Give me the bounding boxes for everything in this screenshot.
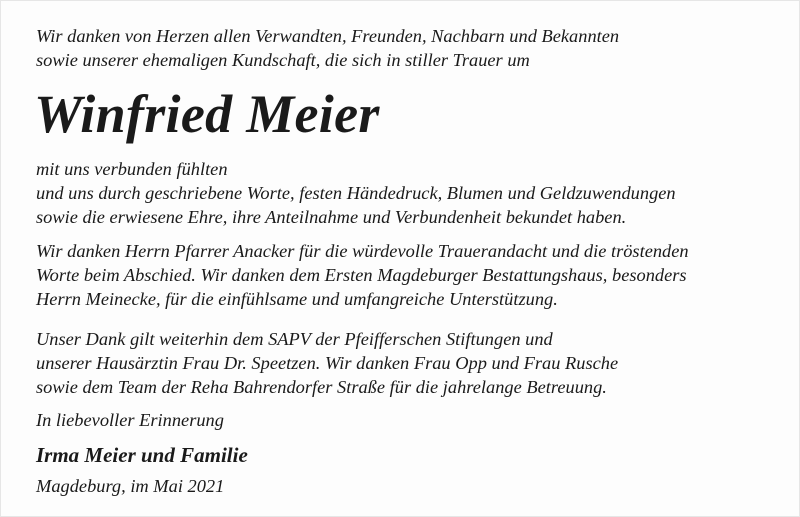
paragraph-line: unserer Hausärztin Frau Dr. Speetzen. Wir danken Frau Opp und Frau Rusche xyxy=(36,353,619,373)
thanks-paragraph-3 xyxy=(36,327,779,399)
paragraph-line: und uns durch geschriebene Worte, festen Händedruck, Blumen und Geldzuwendungen xyxy=(36,183,676,203)
closing-text xyxy=(36,408,779,432)
intro-line: Wir danken von Herzen allen Verwandten, Freunden, Nachbarn und Bekannten xyxy=(36,26,620,46)
closing-line: In liebevoller Erinnerung xyxy=(36,410,224,430)
deceased-name: Winfried Meier xyxy=(34,84,380,144)
thanks-paragraph-2 xyxy=(36,239,779,311)
paragraph-line: Herrn Meinecke, für die einfühlsame und umfangreiche Unterstützung. xyxy=(36,289,558,309)
paragraph-line: sowie dem Team der Reha Bahrendorfer Straße für die jahrelange Betreuung. xyxy=(36,377,607,397)
thanks-paragraph-1 xyxy=(36,157,779,229)
paragraph-line: mit uns verbunden fühlten xyxy=(36,159,228,179)
paragraph-line: Unser Dank gilt weiterhin dem SAPV der Pfeifferschen Stiftungen und xyxy=(36,329,553,349)
intro-text xyxy=(36,24,779,72)
paragraph-line: Worte beim Abschied. Wir danken dem Ersten Magdeburger Bestattungshaus, besonders xyxy=(36,265,687,285)
paragraph-line: Wir danken Herrn Pfarrer Anacker für die würdevolle Trauerandacht und die tröstenden xyxy=(36,241,689,261)
paragraph-line: sowie die erwiesene Ehre, ihre Anteilnahme und Verbundenheit bekundet haben. xyxy=(36,207,627,227)
place-date-line: Magdeburg, im Mai 2021 xyxy=(36,476,225,496)
family-signature: Irma Meier und Familie xyxy=(36,443,248,467)
intro-line: sowie unserer ehemaligen Kundschaft, die sich in stiller Trauer um xyxy=(36,50,530,70)
place-date xyxy=(36,474,779,498)
